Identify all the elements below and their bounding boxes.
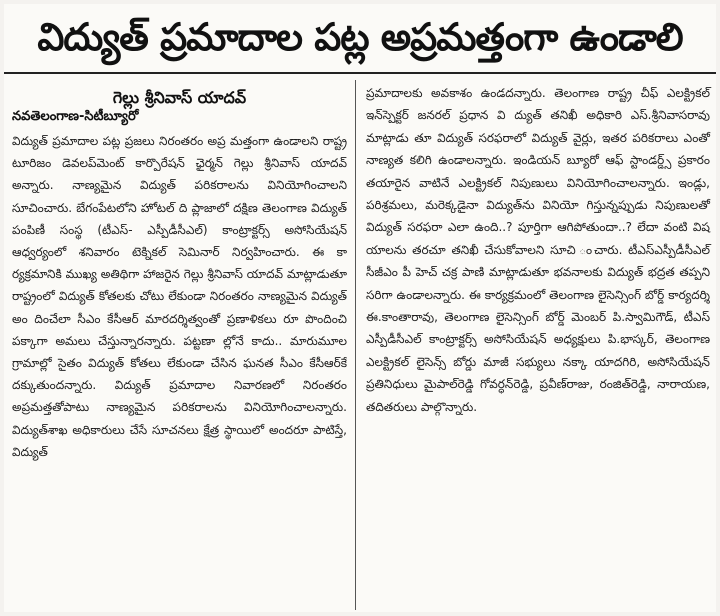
left-column [4, 80, 356, 610]
dateline-location: నవతెలంగాణ-సిటీబ్యూరో [12, 109, 139, 124]
left-column-body: విద్యుత్ ప్రమాదాల పట్ల ప్రజలు నిరంతరం అప్ర మత్తంగా ఉండాలని రాష్ట్ర టూరిజం డెవలప్‌మెంట్ కార్పొరేషన్ ఛైర్మన్ గెల్లు శ్రీనివాస్ యాదవ్ అన్నారు. నాణ్యమైన విద్యుత్ పరికరాలను వినియోగించాలని సూచించారు. బేగంపేటలోని హోటల్ ది ప్లాజాలో దక్షిణ తెలంగాణ విద్యుత్ పంపిణీ సంస్థ (టీఎస్- ఎస్పీడీసీఎల్) కాంట్రాక్టర్స్ అసోసియేషన్ ఆధ్వర్యంలో శనివారం టెక్నికల్ సెమినార్ నిర్వహించారు. ఈ కా ర్యక్రమానికి ముఖ్య అతిథిగా హాజరైన గెల్లు శ్రీనివాస్ యాదవ్ మాట్లాడుతూ రాష్ట్రంలో విద్యుత్ కోతలకు చోటు లేకుండా నిరంతరం నాణ్యమైన విద్యుత్ అం దించేలా సీఎం కేసీఆర్ మారదర్శిత్వంతో ప్రణాళికలు రూ పొందించి పక్కాగా అమలు చేస్తున్నారన్నారు. పట్టణా ల్లోనే కాదు.. మారుమూల గ్రామాల్లో సైతం విద్యుత్ కోతలు లేకుండా చేసిన ఘనత సీఎం కేసీఆర్‌కే దక్కుతుందన్నారు. విద్యుత్ ప్రమాదాల నివారణలో నిరంతరం అప్రమత్తతోపాటు నాణ్యమైన పరికరాలను వినియోగించాలన్నారు. విద్యుత్‌శాఖ అధికారులు చేసే సూచనలు క్షేత్ర స్థాయిలో అందరూ పాటిస్తే, విద్యుత్ [12, 134, 347, 459]
right-column [356, 80, 716, 610]
newspaper-clipping [4, 4, 716, 612]
headline: విద్యుత్ ప్రమాదాల పట్ల అప్రమత్తంగా ఉండాలి [37, 15, 683, 60]
byline: గెల్లు శ్రీనివాస్ యాదవ్ [112, 88, 247, 107]
right-column-body: ప్రమాదాలకు అవకాశం ఉండదన్నారు. తెలంగాణ రాష్ట్ర చీఫ్ ఎలక్ట్రికల్ ఇన్‌స్పెక్టర్ జనరల్ ప్రధాన వి ద్యుత్ తనిఖీ అధికారి ఎస్.శ్రీనివాసరావు మాట్లాడు తూ విద్యుత్ సరఫరాలో విద్యుత్ వైర్లు, ఇతర పరికరాలు ఎంతో నాణ్యత కలిగి ఉండాలన్నారు. ఇండియన్ బ్యూరో ఆఫ్ స్టాండర్డ్స్ ప్రకారం తయారైన వాటినే ఎలక్ట్రికల్ నిపుణులు వినియోగించాలన్నారు. ఇండ్లు, పరిశ్రమలు, మరెక్కడైనా విద్యుత్‌ను వినియో గిస్తున్నప్పుడు నిపుణులతో విద్యుత్ సరఫరా ఎలా ఉంది..? పూర్తిగా ఆగిపోతుందా..? లేదా వంటి విష యాలను తరచూ తనిఖీ చేసుకోవాలని సూచి ంచారు. టీఎస్ఎస్పీడీసీఎల్ సీజీఎం పీ హెచ్ చక్ర పాణి మాట్లాడుతూ భవనాలకు విద్యుత్ భద్రత తప్పని సరిగా ఉండాలన్నారు. ఈ కార్యక్రమంలో తెలంగాణ లైసెన్సింగ్ బోర్డ్ కార్యదర్శి ఈ.కాంతారావు, తెలంగాణ లైసెన్సింగ్ బోర్డ్ మెంబర్ పి.స్వామిగౌడ్, టీఎస్ ఎస్పీడీసీఎల్ కాంట్రాక్టర్స్ అసోసియేషన్ అధ్యక్షులు పి.భాస్కర్, తెలంగాణ ఎలక్ట్రికల్ లైసెన్స్ బోర్డు మాజీ సభ్యులు నక్కా యాదగిరి, అసోసియేషన్ ప్రతినిధులు మైపాల్‌రెడ్డి గోవర్ధన్‌రెడ్డి, ప్రవీణ్‌రాజు, రంజిత్‌రెడ్డి, నారాయణ, తదితరులు పాల్గొన్నారు. [366, 86, 710, 414]
article-columns [4, 80, 716, 610]
headline-box [4, 4, 716, 74]
